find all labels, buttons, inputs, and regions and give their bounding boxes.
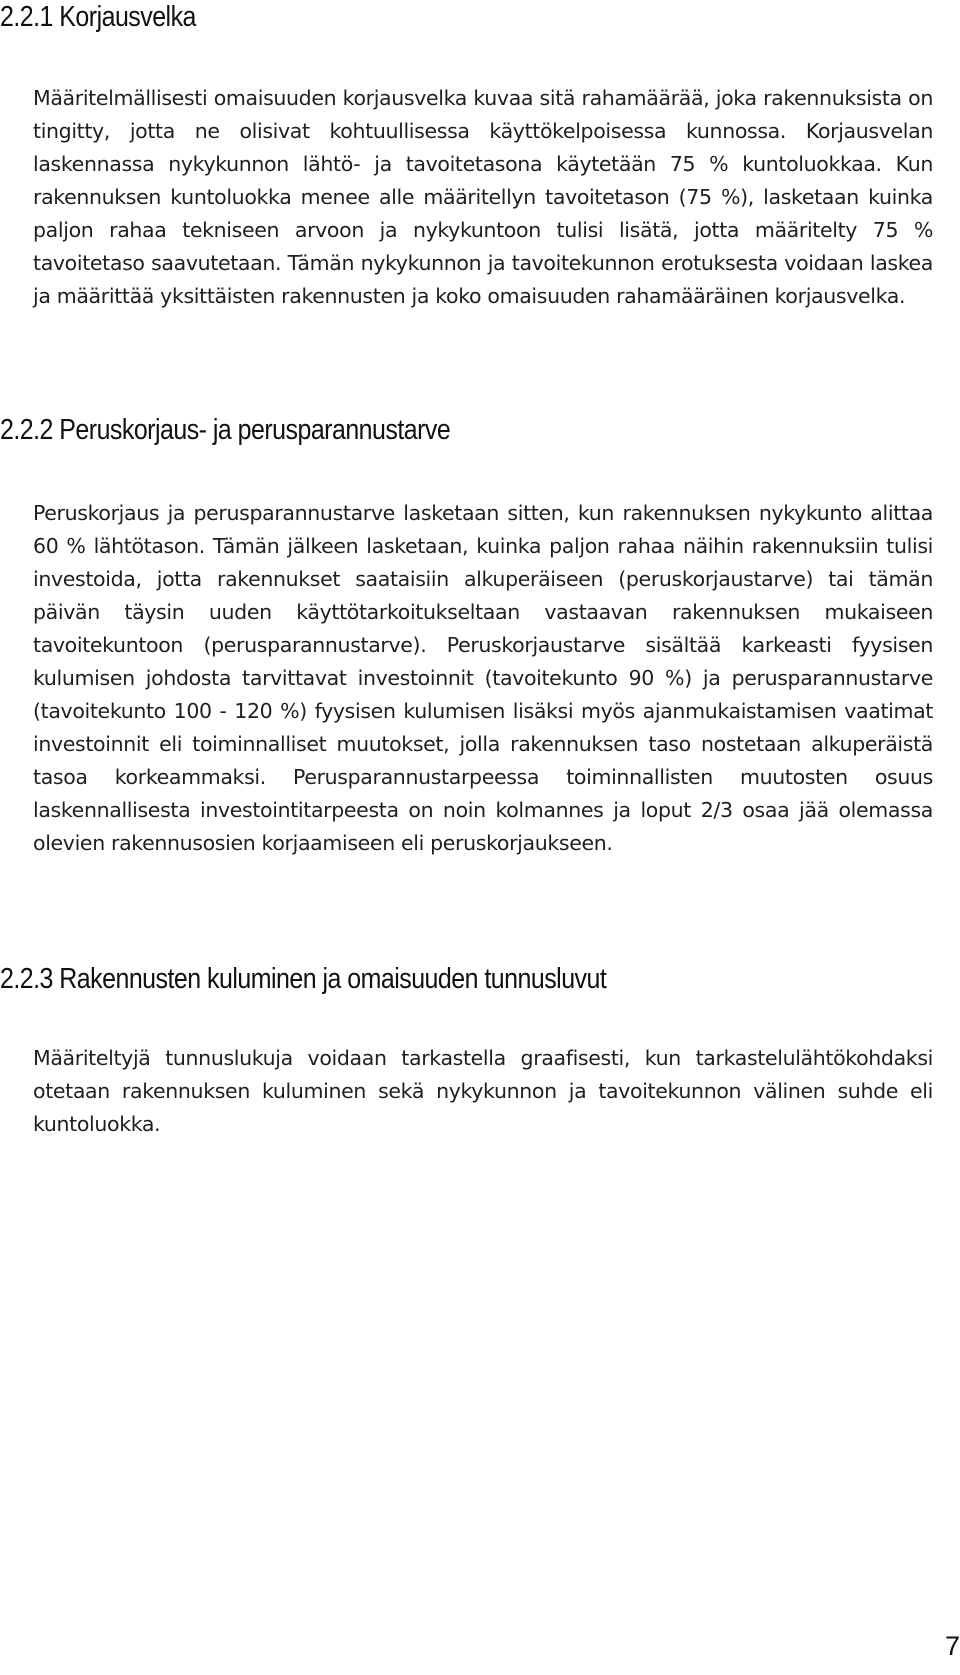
page-number: 7 [944, 1631, 960, 1661]
section-paragraph-kuluminen: Määriteltyjä tunnuslukuja voidaan tarkastella graafisesti, kun tarkastelulähtökohdaksi otetaan rakennuksen kuluminen sekä nykykunnon ja tavoitekunnon välinen suhde eli kuntoluokka. [33, 1046, 933, 1136]
section-paragraph-peruskorjaus: Peruskorjaus ja perusparannustarve lasketaan sitten, kun rakennuksen nykykunto alittaa 60 % lähtötason. Tämän jälkeen lasketaan, kuinka paljon rahaa näihin rakennuksiin tulisi investoida, jotta rakennukset saataisiin alkuperäiseen (peruskorjaustarve) tai tämän päivän täysin uuden käyttötarkoitukseltaan vastaavan rakennuksen mukaiseen tavoitekuntoon (perusparannustarve). Peruskorjaustarve sisältää karkeasti fyysisen kulumisen johdosta tarvittavat investoinnit (tavoitekunto 90 %) ja perusparannustarve (tavoitekunto 100 - 120 %) fyysisen kulumisen lisäksi myös ajanmukaistamisen vaatimat investoinnit eli toiminnalliset muutokset, jolla rakennuksen taso nostetaan alkuperäistä tasoa korkeammaksi. Perusparannustarpeessa toiminnallisten muutosten osuus laskennallisesta investointitarpeesta on noin kolmannes ja loput 2/3 osaa jää olemassa olevien rakennusosien korjaamiseen eli peruskorjaukseen. [33, 501, 933, 855]
section-heading-peruskorjaus: 2.2.2 Peruskorjaus- ja perusparannustarve [0, 414, 451, 446]
section-paragraph-korjausvelka: Määritelmällisesti omaisuuden korjausvelka kuvaa sitä rahamäärää, joka rakennuksista on tingitty, jotta ne olisivat kohtuullisessa käyttökelpoisessa kunnossa. Korjausvelan laskennassa nykykunnon lähtö- ja tavoitetasona käytetään 75 % kuntoluokkaa. Kun rakennuksen kuntoluokka menee alle määritellyn tavoitetason (75 %), lasketaan kuinka paljon rahaa tekniseen arvoon ja nykykuntoon tulisi lisätä, jotta määritelty 75 % tavoitetaso saavutetaan. Tämän nykykunnon ja tavoitekunnon erotuksesta voidaan laskea ja määrittää yksittäisten rakennusten ja koko omaisuuden rahamääräinen korjausvelka. [33, 86, 933, 308]
section-heading-korjausvelka: 2.2.1 Korjausvelka [0, 1, 196, 33]
section-heading-kuluminen: 2.2.3 Rakennusten kuluminen ja omaisuuden tunnusluvut [0, 963, 607, 995]
